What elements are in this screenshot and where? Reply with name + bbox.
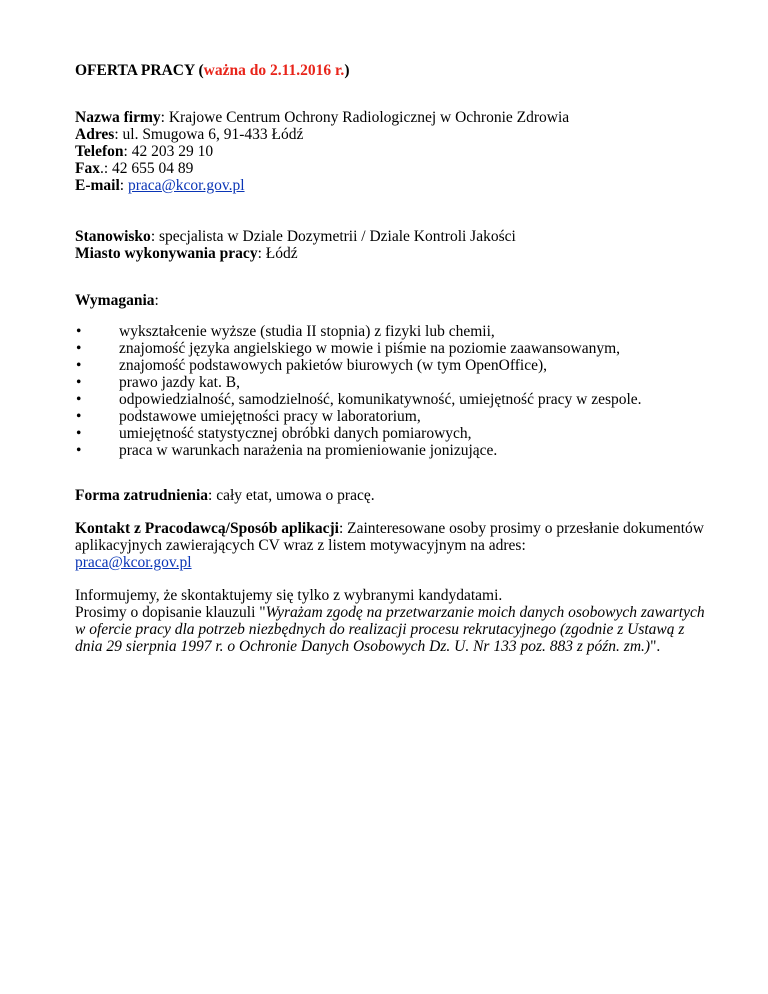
company-name-label: Nazwa firmy	[75, 109, 161, 126]
address-line	[75, 126, 715, 143]
list-item: • odpowiedzialność, samodzielność, komunikatywność, umiejętność pracy w zespole.	[119, 391, 715, 408]
address-label: Adres	[75, 126, 115, 143]
email-line	[75, 177, 715, 194]
position-info	[75, 228, 715, 262]
title-open-paren: (	[194, 62, 204, 79]
city-value: : Łódź	[257, 245, 298, 262]
list-item: • wykształcenie wyższe (studia II stopnia) z fizyki lub chemii,	[119, 323, 715, 340]
city-line	[75, 245, 715, 262]
fax-label: Fax	[75, 160, 100, 177]
company-info	[75, 109, 715, 194]
employment-value: : cały etat, umowa o pracę.	[208, 487, 375, 504]
list-item: • podstawowe umiejętności pracy w laboratorium,	[119, 408, 715, 425]
phone-value: : 42 203 29 10	[123, 143, 214, 160]
email-label: E-mail	[75, 177, 120, 194]
info-line-2-prefix: Prosimy o dopisanie klauzuli "	[75, 604, 266, 621]
info-line-1: Informujemy, że skontaktujemy się tylko z wybranymi kandydatami.	[75, 587, 503, 604]
consent-clause: Wyrażam zgodę na przetwarzanie moich danych osobowych zawartych w ofercie pracy dla potrzeb niezbędnych do realizacji procesu rekrutacyjnego (zgodnie z Ustawą z dnia 29 sierpnia 1997 r. o Ochronie Danych Osobowych Dz. U. Nr 133 poz. 883 z późn. zm.)	[75, 604, 705, 655]
title-close-paren: )	[344, 62, 350, 79]
requirements-heading	[75, 292, 715, 309]
address-value: : ul. Smugowa 6, 91-433 Łódź	[114, 126, 304, 143]
contact-value: : Zainteresowane osoby prosimy o przesłanie dokumentów aplikacyjnych zawierających CV wraz z listem motywacyjnym na adres:	[75, 520, 704, 554]
page-title	[75, 62, 715, 79]
job-offer-document	[75, 62, 715, 655]
company-name-line	[75, 109, 715, 126]
position-value: : specjalista w Dziale Dozymetrii / Dziale Kontroli Jakości	[150, 228, 516, 245]
validity-date: ważna do 2.11.2016 r.	[203, 62, 345, 79]
list-item: • znajomość języka angielskiego w mowie i piśmie na poziomie zaawansowanym,	[119, 340, 715, 357]
contact-label: Kontakt z Pracodawcą/Sposób aplikacji	[75, 520, 339, 537]
position-label: Stanowisko	[75, 228, 151, 245]
requirements-colon: :	[154, 292, 159, 309]
employment-label: Forma zatrudnienia	[75, 487, 209, 504]
phone-label: Telefon	[75, 143, 124, 160]
list-item: • znajomość podstawowych pakietów biurowych (w tym OpenOffice),	[119, 357, 715, 374]
company-name-value: : Krajowe Centrum Ochrony Radiologicznej w Ochronie Zdrowia	[160, 109, 570, 126]
email-link[interactable]: praca@kcor.gov.pl	[127, 177, 245, 194]
employment-line	[75, 487, 715, 504]
title-main: OFERTA PRACY	[75, 62, 195, 79]
email-separator: :	[119, 177, 128, 194]
contact-email-link[interactable]: praca@kcor.gov.pl	[75, 554, 192, 571]
list-item: • umiejętność statystycznej obróbki danych pomiarowych,	[119, 425, 715, 442]
position-line	[75, 228, 715, 245]
requirements-label: Wymagania	[75, 292, 155, 309]
city-label: Miasto wykonywania pracy	[75, 245, 258, 262]
info-line-2-suffix: ".	[650, 638, 661, 655]
phone-line	[75, 143, 715, 160]
fax-line	[75, 160, 715, 177]
info-paragraph	[75, 587, 715, 655]
fax-value: .: 42 655 04 89	[99, 160, 194, 177]
contact-paragraph	[75, 520, 715, 571]
list-item: • praca w warunkach narażenia na promieniowanie jonizujące.	[119, 442, 715, 459]
list-item: • prawo jazdy kat. B,	[119, 374, 715, 391]
requirements-list	[75, 323, 715, 459]
